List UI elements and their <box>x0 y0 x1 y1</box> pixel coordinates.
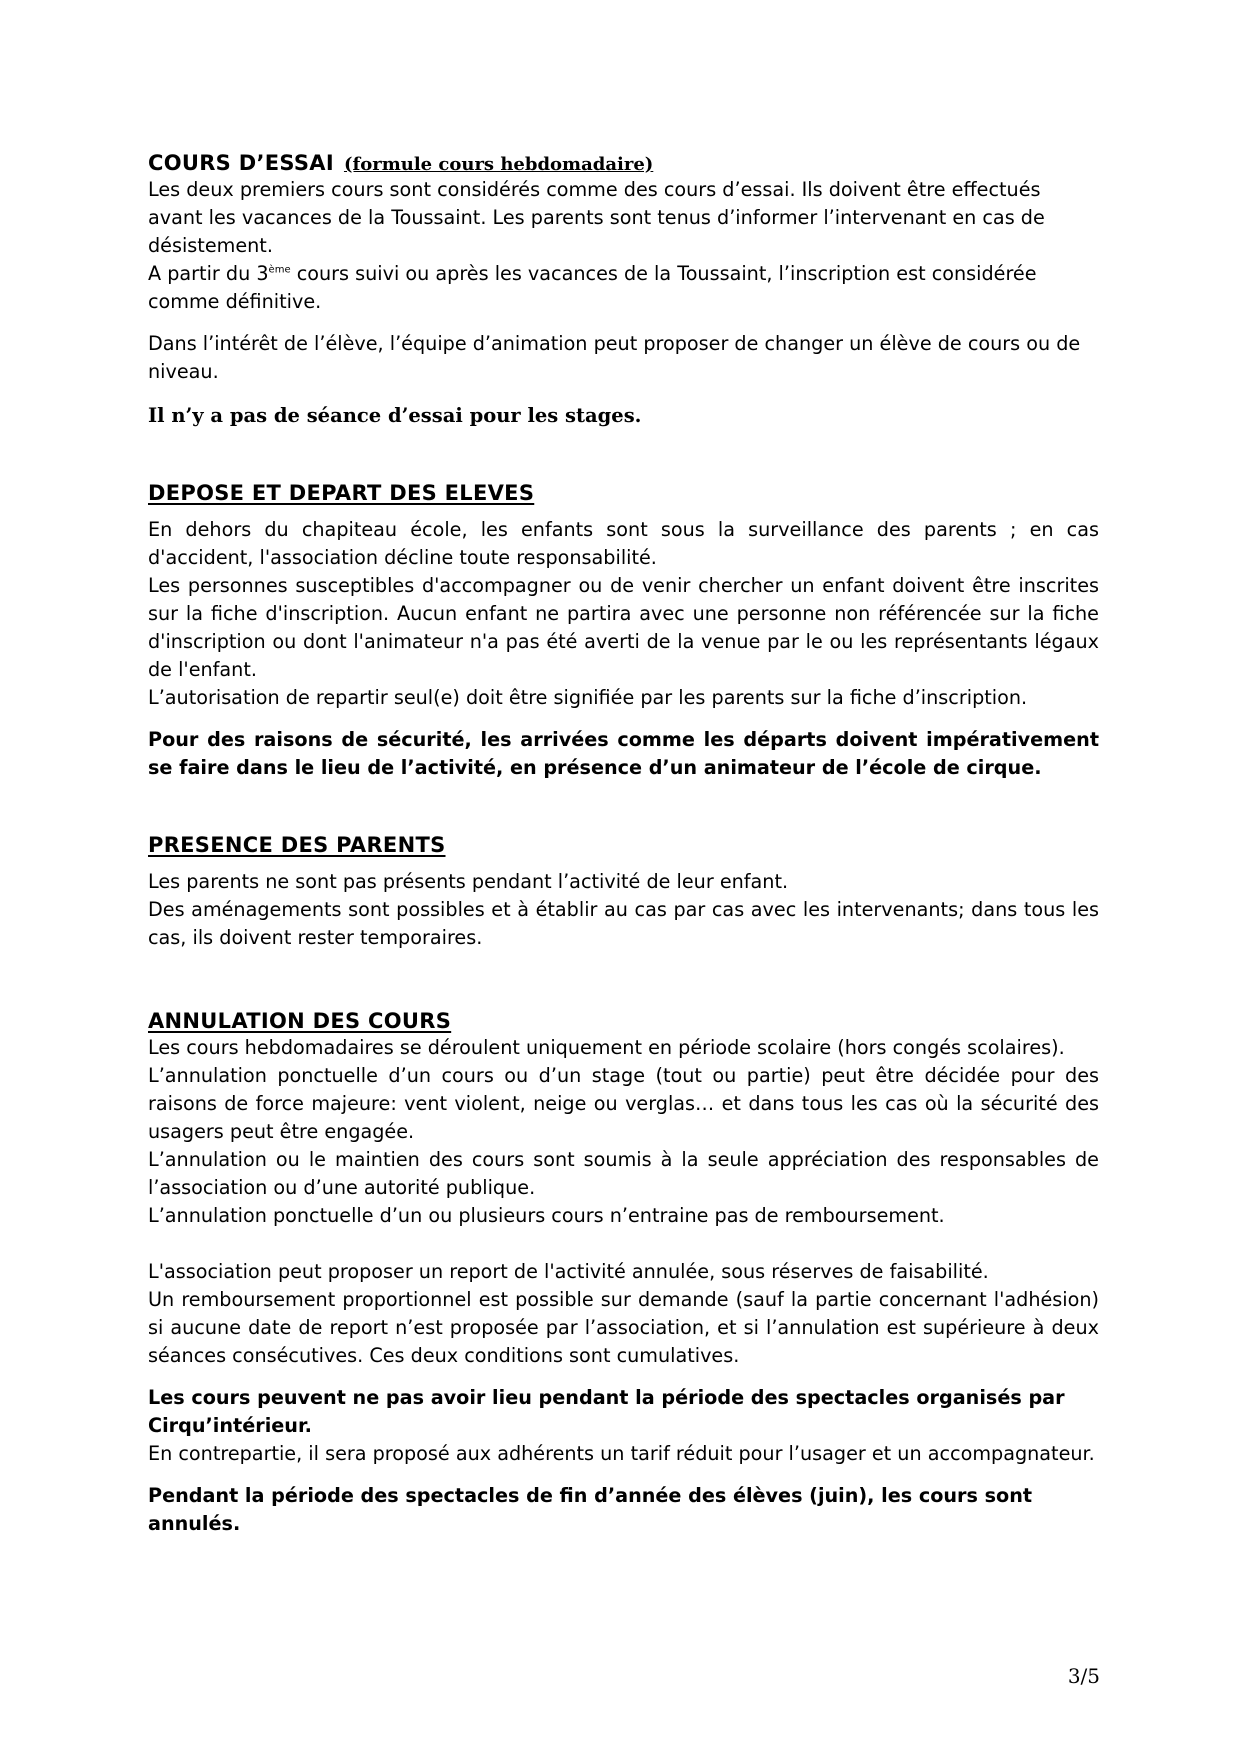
paragraph: Les cours hebdomadaires se déroulent uniquement en période scolaire (hors congés scolaires). <box>148 1036 1065 1059</box>
superscript: ème <box>268 264 291 276</box>
paragraph: Les deux premiers cours sont considérés comme des cours d’essai. Ils doivent être effectués avant les vacances de la Toussaint. Les parents sont tenus d’informer l’intervenant en cas de désistement. <box>148 178 1045 257</box>
bold-notice: Pour des raisons de sécurité, les arrivées comme les départs doivent impérativement se faire dans le lieu de l’activité, en présence d’un animateur de l’école de cirque. <box>148 728 1099 779</box>
section-title: ANNULATION DES COURS <box>148 1009 452 1033</box>
bold-notice: Il n’y a pas de séance d’essai pour les stages. <box>148 404 642 427</box>
section-depose-depart <box>148 480 1099 782</box>
paragraph: L'association peut proposer un report de l'activité annulée, sous réserves de faisabilité. <box>148 1260 989 1283</box>
section-title-line <box>148 1008 1099 1034</box>
paragraph: L’autorisation de repartir seul(e) doit être signifiée par les parents sur la fiche d’inscription. <box>148 686 1028 709</box>
section-title: COURS D’ESSAI <box>148 151 334 175</box>
paragraph <box>148 260 1099 316</box>
section-annulation-cours <box>148 1008 1099 1538</box>
paragraph: Les parents ne sont pas présents pendant l’activité de leur enfant. <box>148 870 789 893</box>
section-subtitle: (formule cours hebdomadaire) <box>343 154 654 175</box>
page-number: 3/5 <box>1067 1664 1100 1688</box>
text-run: cours suivi ou après les vacances de la Toussaint, l’inscription est considérée comme définitive. <box>148 262 1037 313</box>
section-title: PRESENCE DES PARENTS <box>148 833 446 857</box>
paragraph: Des aménagements sont possibles et à établir au cas par cas avec les intervenants; dans tous les cas, ils doivent rester temporaires. <box>148 898 1099 949</box>
paragraph: L’annulation ou le maintien des cours sont soumis à la seule appréciation des responsables de l’association ou d’une autorité publique. <box>148 1148 1099 1199</box>
section-title-line <box>148 480 1099 506</box>
section-title-line <box>148 150 1099 176</box>
section-presence-parents <box>148 832 1099 952</box>
bold-notice: Pendant la période des spectacles de fin d’année des élèves (juin), les cours sont annulés. <box>148 1484 1033 1535</box>
bold-notice: Les cours peuvent ne pas avoir lieu pendant la période des spectacles organisés par Cirqu’intérieur. <box>148 1386 1065 1437</box>
paragraph: L’annulation ponctuelle d’un cours ou d’un stage (tout ou partie) peut être décidée pour des raisons de force majeure: vent violent, neige ou verglas… et dans tous les cas où la sécurité des usagers peut être engagée. <box>148 1064 1099 1143</box>
page-content <box>148 150 1099 1538</box>
paragraph: En contrepartie, il sera proposé aux adhérents un tarif réduit pour l’usager et un accompagnateur. <box>148 1442 1095 1465</box>
paragraph: Dans l’intérêt de l’élève, l’équipe d’animation peut proposer de changer un élève de cours ou de niveau. <box>148 332 1081 383</box>
section-cours-essai <box>148 150 1099 430</box>
section-title-line <box>148 832 1099 858</box>
paragraph: L’annulation ponctuelle d’un ou plusieurs cours n’entraine pas de remboursement. <box>148 1204 945 1227</box>
paragraph: En dehors du chapiteau école, les enfants sont sous la surveillance des parents ; en cas d'accident, l'association décline toute responsabilité. <box>148 518 1099 569</box>
section-title: DEPOSE ET DEPART DES ELEVES <box>148 481 535 505</box>
paragraph: Un remboursement proportionnel est possible sur demande (sauf la partie concernant l'adhésion) si aucune date de report n’est proposée par l’association, et si l’annulation est supérieure à deux séances consécutives. Ces deux conditions sont cumulatives. <box>148 1288 1099 1367</box>
paragraph: Les personnes susceptibles d'accompagner ou de venir chercher un enfant doivent être inscrites sur la fiche d'inscription. Aucun enfant ne partira avec une personne non référencée sur la fiche d'inscription ou dont l'animateur n'a pas été averti de la venue par le ou les représentants légaux de l'enfant. <box>148 574 1099 681</box>
text-run: A partir du 3 <box>148 262 269 285</box>
